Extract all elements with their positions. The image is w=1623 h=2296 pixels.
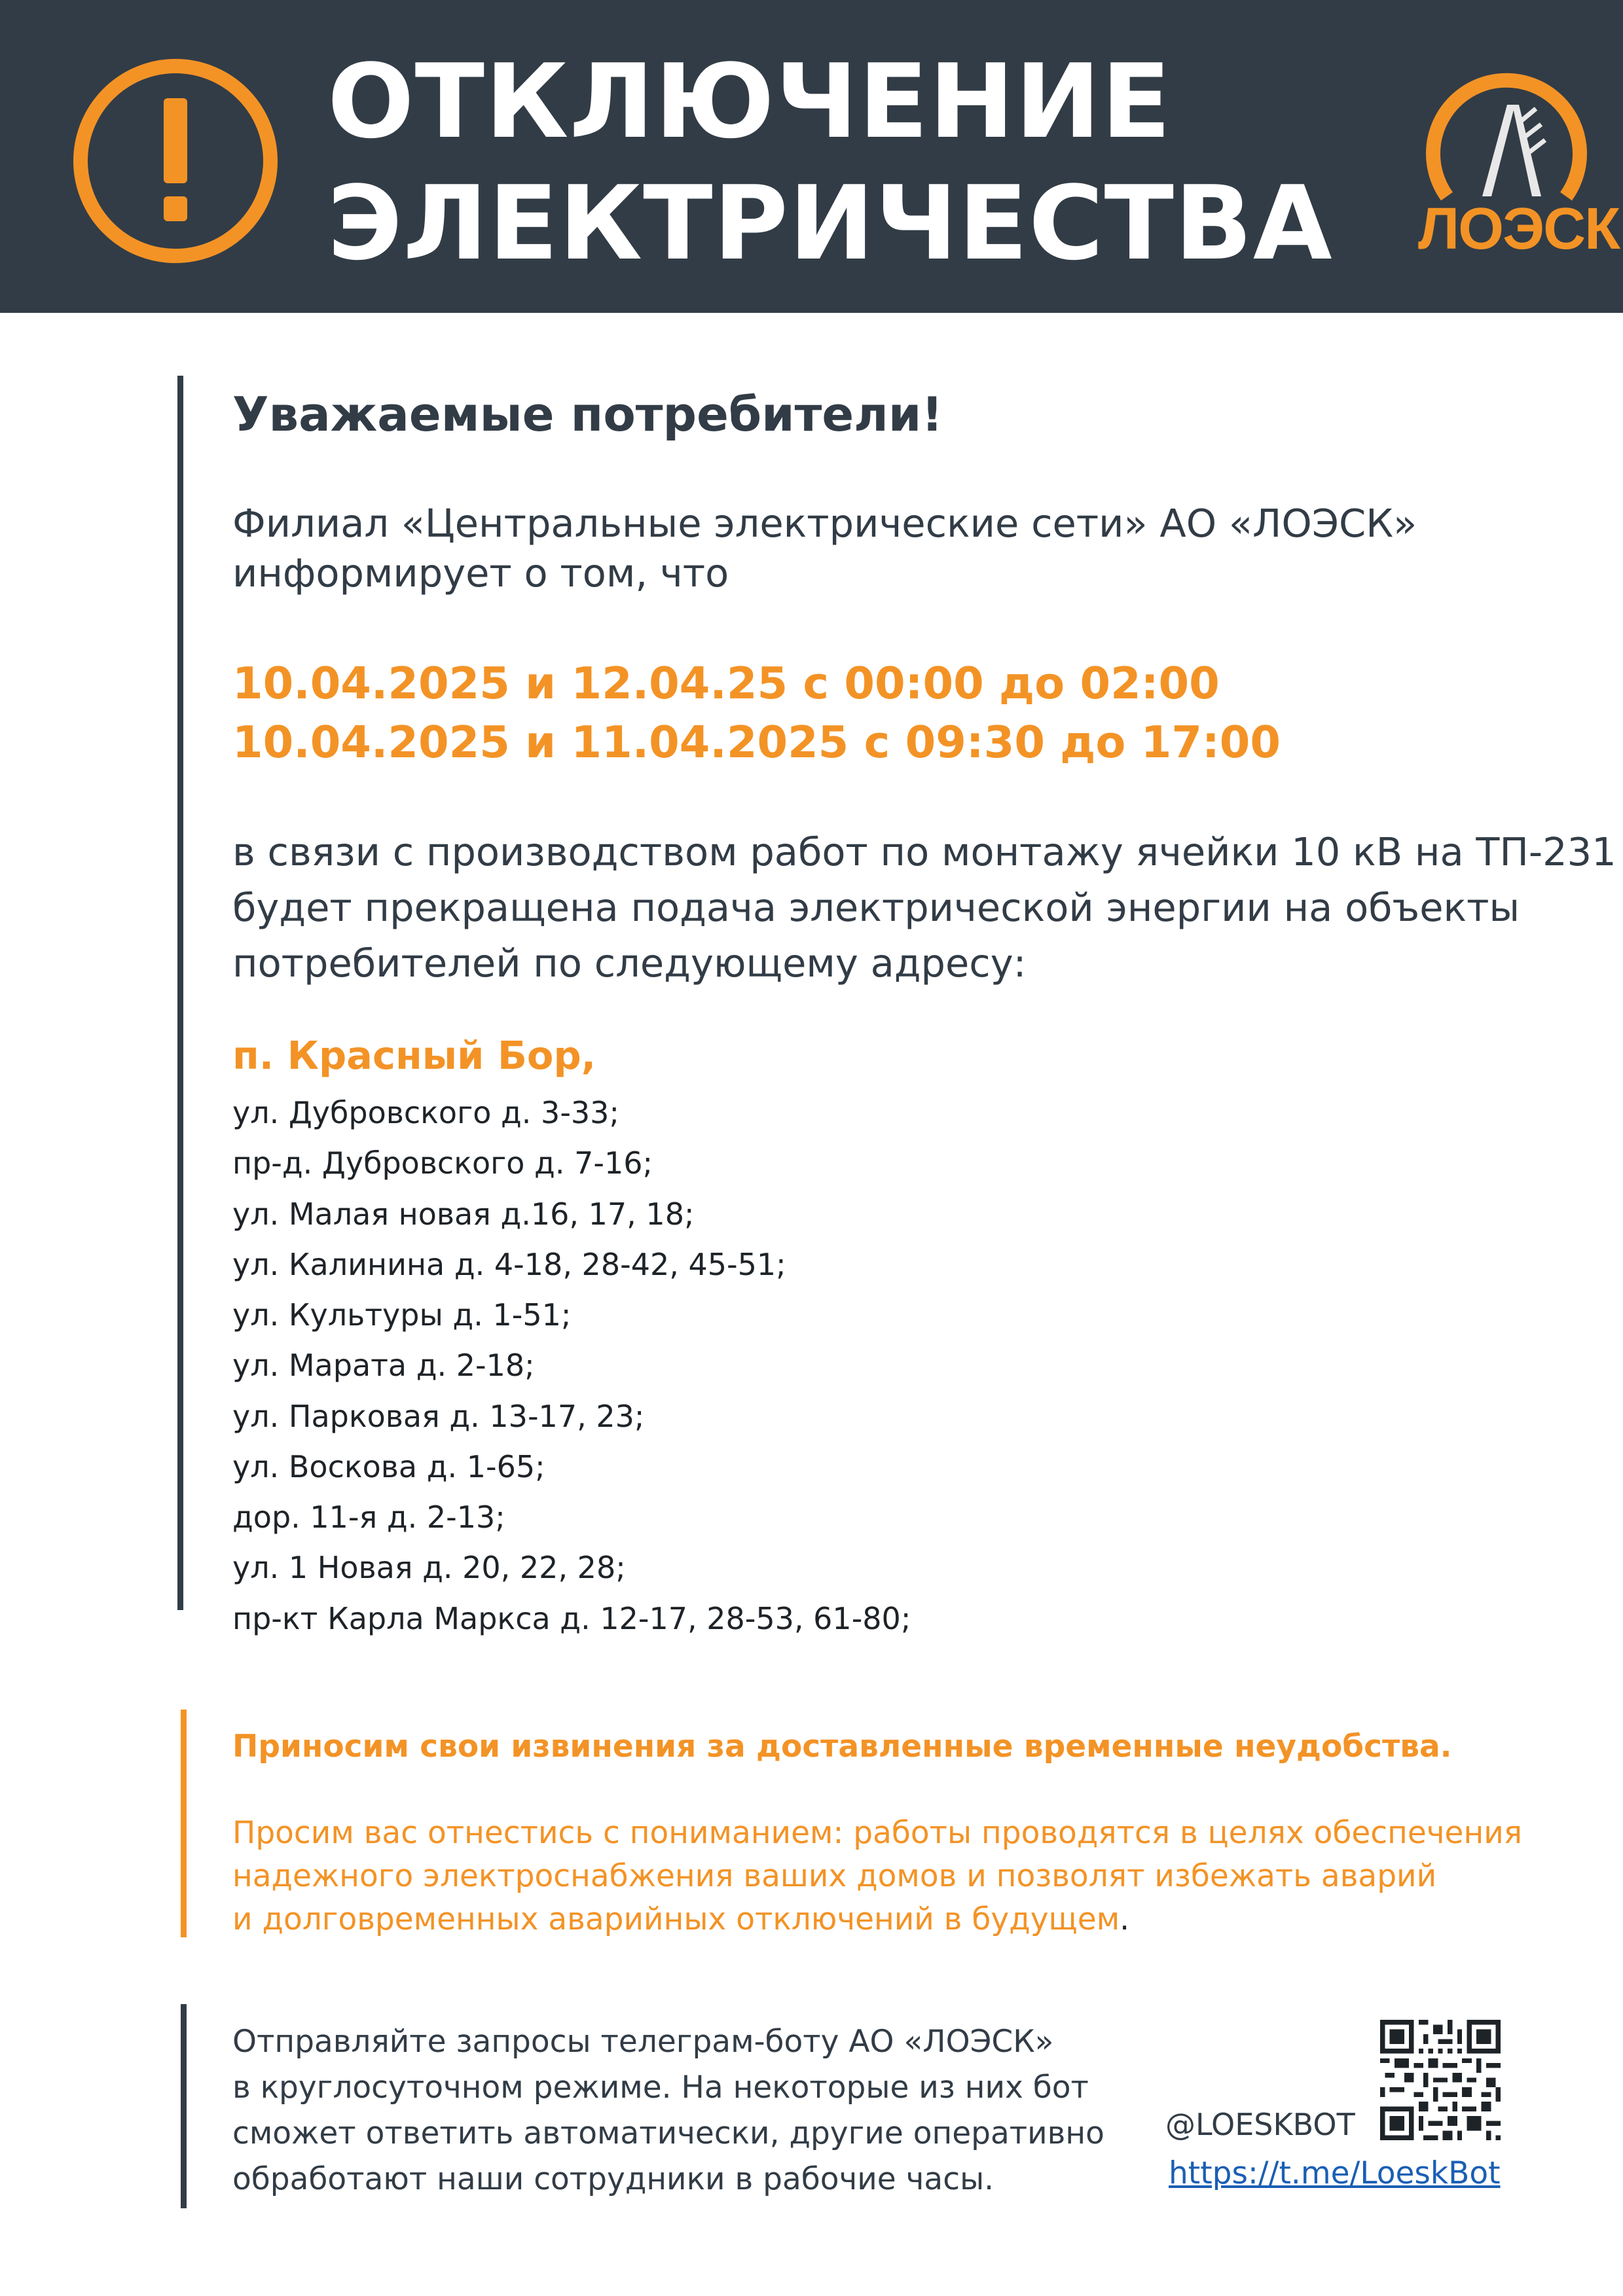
apology-line-3 bbox=[232, 1900, 1129, 1939]
address-item: ул. Малая новая д.16, 17, 18; bbox=[232, 1196, 695, 1232]
address-item: ул. Марата д. 2-18; bbox=[232, 1348, 535, 1383]
qr-code-icon[interactable] bbox=[1380, 2020, 1501, 2140]
title-line-1: ОТКЛЮЧЕНИЕ bbox=[327, 42, 1172, 161]
reason-line-2: будет прекращена подача электрической энергии на объекты bbox=[232, 885, 1520, 930]
apology-line-1: Просим вас отнестись с пониманием: работы проводятся в целях обеспечения bbox=[232, 1815, 1523, 1851]
page-title bbox=[327, 41, 1333, 284]
outage-date-1: 10.04.2025 и 12.04.25 с 00:00 до 02:00 bbox=[232, 658, 1220, 709]
apology-section-bar bbox=[181, 1710, 187, 1937]
exclamation-circle-icon bbox=[72, 58, 279, 264]
greeting: Уважаемые потребители! bbox=[232, 387, 943, 442]
reason-line-1: в связи с производством работ по монтажу ячейки 10 кВ на ТП-231 bbox=[232, 829, 1616, 874]
outage-date-2: 10.04.2025 и 11.04.2025 с 09:30 до 17:00 bbox=[232, 717, 1281, 768]
address-item: ул. Дубровского д. 3-33; bbox=[232, 1095, 619, 1130]
address-item: пр-кт Карла Маркса д. 12-17, 28-53, 61-80; bbox=[232, 1601, 911, 1636]
address-item: ул. Калинина д. 4-18, 28-42, 45-51; bbox=[232, 1247, 786, 1282]
intro-line-2: информирует о том, что bbox=[232, 550, 729, 596]
bot-line-3: сможет ответить автоматически, другие оперативно bbox=[232, 2115, 1104, 2151]
bot-line-4: обработают наши сотрудники в рабочие часы. bbox=[232, 2161, 994, 2197]
bot-section-bar bbox=[181, 2004, 187, 2208]
address-item: ул. Парковая д. 13-17, 23; bbox=[232, 1399, 645, 1434]
logo-text: ЛОЭСК bbox=[1418, 196, 1620, 262]
intro-line-1: Филиал «Центральные электрические сети» АО «ЛОЭСК» bbox=[232, 501, 1417, 546]
bot-line-2: в круглосуточном режиме. На некоторые из них бот bbox=[232, 2070, 1089, 2106]
main-section-bar bbox=[177, 376, 183, 1610]
bot-line-1: Отправляйте запросы телеграм-боту АО «ЛОЭСК» bbox=[232, 2024, 1054, 2060]
apology-line-3-text: и долговременных аварийных отключений в будущем bbox=[232, 1901, 1120, 1937]
address-item: дор. 11-я д. 2-13; bbox=[232, 1499, 505, 1535]
reason-line-3: потребителей по следующему адресу: bbox=[232, 941, 1027, 986]
header-banner bbox=[0, 0, 1623, 313]
locality: п. Красный Бор, bbox=[232, 1033, 596, 1078]
apology-end-mark: . bbox=[1120, 1901, 1130, 1937]
address-item: ул. Воскова д. 1-65; bbox=[232, 1449, 545, 1484]
address-item: пр-д. Дубровского д. 7-16; bbox=[232, 1145, 653, 1181]
address-item: ул. Культуры д. 1-51; bbox=[232, 1297, 572, 1333]
bot-link[interactable]: https://t.me/LoeskBot bbox=[1169, 2155, 1501, 2191]
address-item: ул. 1 Новая д. 20, 22, 28; bbox=[232, 1550, 626, 1585]
apology-line-2: надежного электроснабжения ваших домов и позволят избежать аварий bbox=[232, 1858, 1437, 1894]
apology-title: Приносим свои извинения за доставленные временные неудобства. bbox=[232, 1729, 1452, 1765]
title-line-2: ЭЛЕКТРИЧЕСТВА bbox=[327, 164, 1333, 283]
bot-handle: @LOESKBOT bbox=[1165, 2107, 1355, 2142]
